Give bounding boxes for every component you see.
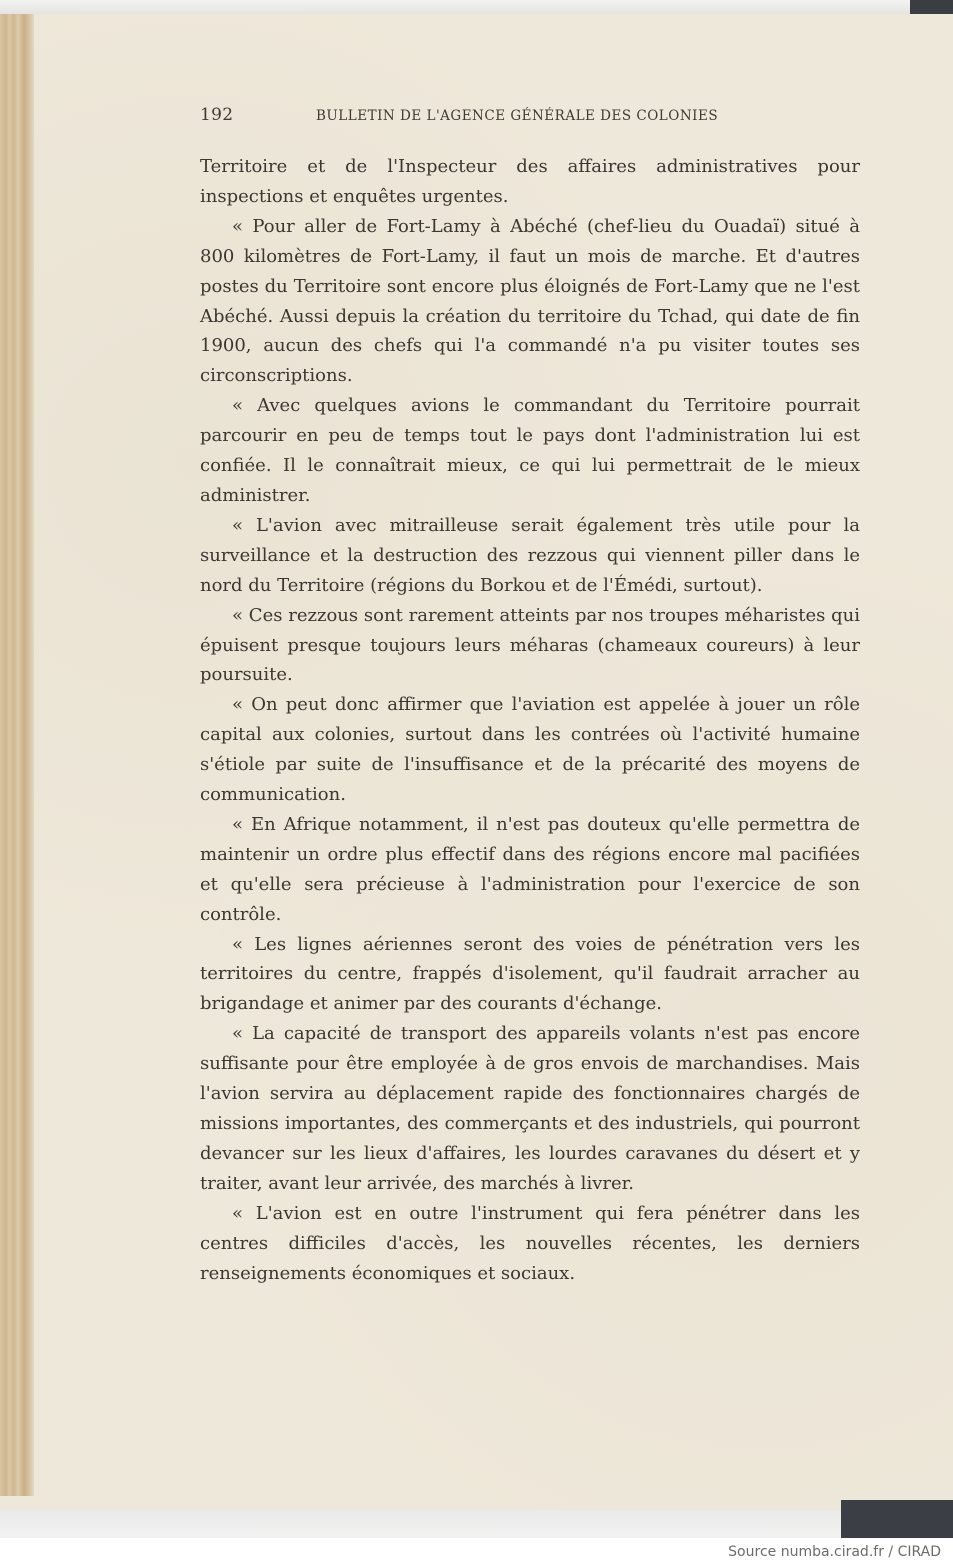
paragraph: « Les lignes aériennes seront des voies de pénétration vers les territoires du centre, frappés d'isolement, qu'il faudrait arracher au brigandage et animer par des courants d'échange.	[200, 933, 860, 1015]
paragraph: « Pour aller de Fort-Lamy à Abéché (chef-lieu du Ouadaï) situé à 800 kilomètres de Fort-Lamy, il faut un mois de marche. Et d'autres postes du Territoire sont encore plus éloignés de Fort-Lamy que ne l'est Abéché. Aussi depuis la création du territoire du Tchad, qui date de fin 1900, aucun des chefs qui l'a commandé n'a pu visiter toutes ses circonscriptions.	[200, 215, 860, 387]
source-credit: Source numba.cirad.fr / CIRAD	[728, 1544, 941, 1560]
page-number: 192	[200, 105, 234, 125]
paragraph: « On peut donc affirmer que l'aviation est appelée à jouer un rôle capital aux colonies, surtout dans les contrées où l'activité humaine s'étiole par suite de l'insuffisance et de la précarité des moyens de communication.	[200, 694, 860, 806]
running-title: BULLETIN DE L'AGENCE GÉNÉRALE DES COLONIES	[316, 108, 719, 124]
paragraph: « L'avion est en outre l'instrument qui fera pénétrer dans les centres difficiles d'accès, les nouvelles récentes, les derniers renseignements économiques et sociaux.	[200, 1202, 860, 1284]
scan-background-dark-corner-bottom	[841, 1500, 953, 1538]
body-text	[200, 152, 860, 1288]
paragraph: « En Afrique notamment, il n'est pas douteux qu'elle permettra de maintenir un ordre plus effectif dans des régions encore mal pacifiées et qu'elle sera précieuse à l'administration pour l'exercice de son contrôle.	[200, 813, 860, 925]
paragraph: « L'avion avec mitrailleuse serait également très utile pour la surveillance et la destruction des rezzous qui viennent piller dans le nord du Territoire (régions du Borkou et de l'Émédi, surtout).	[200, 514, 860, 596]
page-edge-stack	[0, 14, 34, 1496]
scan-background-top	[0, 0, 953, 15]
paragraph: « Avec quelques avions le commandant du Territoire pourrait parcourir en peu de temps tout le pays dont l'administration lui est confiée. Il le connaîtrait mieux, ce qui lui permettrait de le mieux administrer.	[200, 395, 860, 506]
running-header	[200, 105, 860, 129]
scan-background-bottom	[0, 1510, 953, 1538]
paragraph: Territoire et de l'Inspecteur des affaires administratives pour inspections et enquêtes urgentes.	[200, 156, 860, 207]
paragraph: « Ces rezzous sont rarement atteints par nos troupes méharistes qui épuisent presque toujours leurs méharas (chameaux coureurs) à leur poursuite.	[200, 604, 860, 686]
paragraph: « La capacité de transport des appareils volants n'est pas encore suffisante pour être employée à de gros envois de marchandises. Mais l'avion servira au déplacement rapide des fonctionnaires chargés de missions importantes, des commerçants et des industriels, qui pourront devancer sur les lieux d'affaires, les lourdes caravanes du désert et y traiter, avant leur arrivée, des marchés à livrer.	[200, 1023, 860, 1194]
